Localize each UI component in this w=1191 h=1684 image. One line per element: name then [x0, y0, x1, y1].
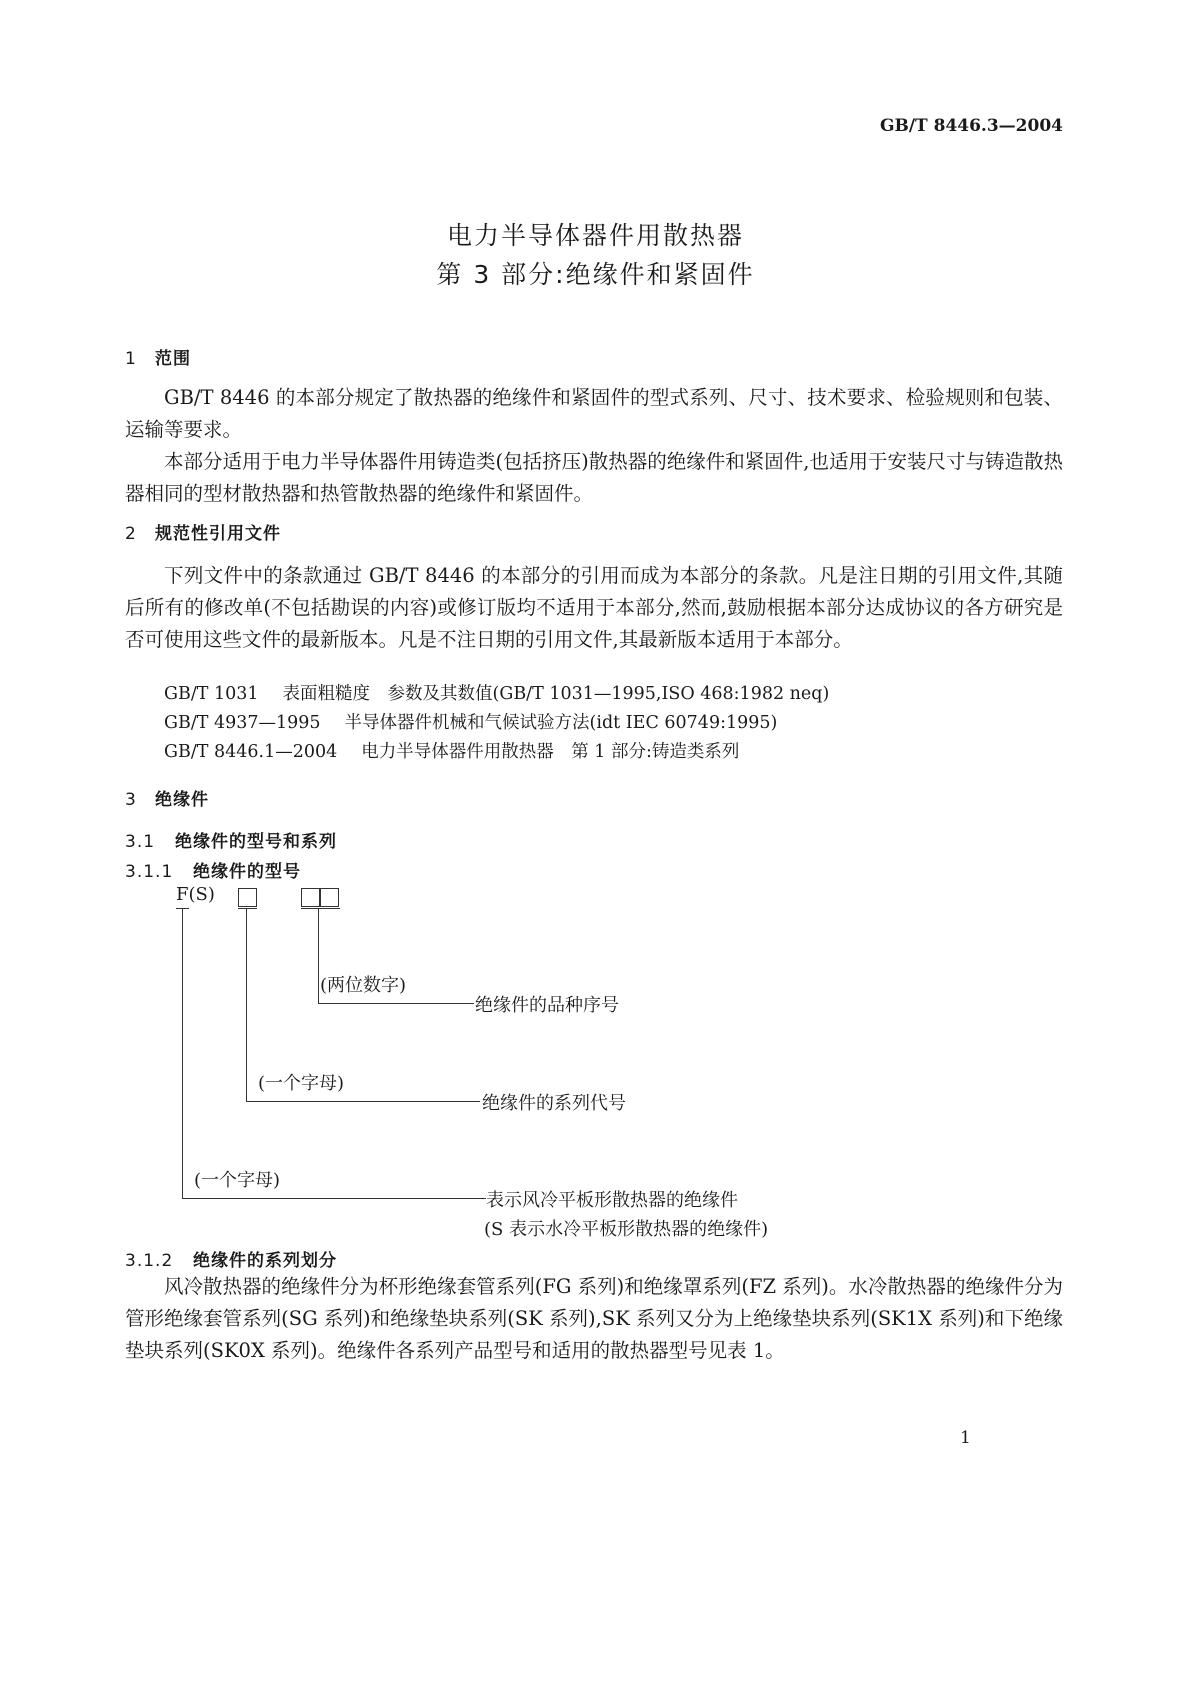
leader-line	[246, 1101, 480, 1102]
leader-line	[182, 908, 183, 1198]
letter-label: 绝缘件的系列代号	[482, 1093, 626, 1114]
section-title: 规范性引用文件	[155, 524, 281, 544]
section-number: 3.1.1	[125, 862, 174, 882]
reference-code: GB/T 4937—1995	[164, 713, 321, 733]
digits-note: (两位数字)	[320, 975, 407, 996]
reference-title: 半导体器件机械和气候试验方法(idt IEC 60749:1995)	[344, 713, 778, 733]
paragraph: GB/T 8446 的本部分规定了散热器的绝缘件和紧固件的型式系列、尺寸、技术要求、检验规则和包装、运输等要求。	[125, 386, 1063, 441]
leader-line	[182, 1198, 486, 1199]
underline	[238, 908, 257, 909]
reference-title: 电力半导体器件用散热器 第 1 部分:铸造类系列	[361, 742, 740, 762]
leader-line	[318, 908, 319, 1003]
section-number: 2	[125, 524, 137, 544]
leader-line	[246, 908, 247, 1101]
section-3-1-1-heading	[125, 857, 301, 882]
section-number: 3.1	[125, 832, 156, 852]
digit-placeholder-box	[301, 888, 320, 907]
page-number: 1	[960, 1428, 971, 1448]
section-2-heading	[125, 519, 281, 544]
normative-reference	[164, 680, 853, 705]
paragraph: 下列文件中的条款通过 GB/T 8446 的本部分的引用而成为本部分的条款。凡是注日期的引用文件,其随后所有的修改单(不包括勘误的内容)或修订版均不适用于本部分,然而,鼓励根据本部分达成协议的各方研究是否可使用这些文件的最新版本。凡是不注日期的引用文件,其最新版本适用于本部分。	[125, 564, 1063, 651]
section-3-1-heading	[125, 827, 337, 852]
section-title: 范围	[155, 349, 191, 369]
section-title: 绝缘件的型号	[193, 862, 301, 882]
prefix-label: 表示风冷平板形散热器的绝缘件	[486, 1190, 738, 1211]
letter-note: (一个字母)	[258, 1073, 345, 1094]
document-subtitle: 第 3 部分:绝缘件和紧固件	[436, 260, 755, 289]
document-title: 电力半导体器件用散热器	[446, 221, 744, 250]
paragraph: 本部分适用于电力半导体器件用铸造类(包括挤压)散热器的绝缘件和紧固件,也适用于安装尺寸与铸造散热器相同的型材散热器和热管散热器的绝缘件和紧固件。	[125, 450, 1063, 505]
paragraph: 风冷散热器的绝缘件分为杯形绝缘套管系列(FG 系列)和绝缘罩系列(FZ 系列)。水冷散热器的绝缘件分为管形绝缘套管系列(SG 系列)和绝缘垫块系列(SK 系列),SK 系列又分为上绝缘垫块系列(SK1X 系列)和下绝缘垫块系列(SK0X 系列)。绝缘件各系列产品型号和适用的散热器型号见表 1。	[125, 1275, 1063, 1362]
normative-reference	[164, 709, 801, 734]
section-3-1-2-heading	[125, 1246, 337, 1271]
section-title: 绝缘件	[155, 790, 209, 810]
digits-label: 绝缘件的品种序号	[475, 995, 619, 1016]
prefix-note: (一个字母)	[194, 1170, 281, 1191]
underline	[301, 908, 340, 909]
reference-code: GB/T 8446.1—2004	[164, 742, 338, 762]
reference-code: GB/T 1031	[164, 684, 259, 704]
normative-reference	[164, 738, 763, 763]
section-number: 1	[125, 349, 137, 369]
standard-number: GB/T 8446.3—2004	[879, 116, 1063, 136]
section-number: 3.1.2	[125, 1251, 174, 1271]
digit-placeholder-box	[320, 888, 339, 907]
reference-title: 表面粗糙度 参数及其数值(GB/T 1031—1995,ISO 468:1982 neq)	[282, 684, 830, 704]
section-title: 绝缘件的系列划分	[193, 1251, 337, 1271]
model-prefix: F(S)	[176, 884, 215, 905]
section-3-heading	[125, 785, 209, 810]
section-number: 3	[125, 790, 137, 810]
section-title: 绝缘件的型号和系列	[175, 832, 337, 852]
prefix-label-alt: (S 表示水冷平板形散热器的绝缘件)	[484, 1219, 769, 1240]
letter-placeholder-box	[238, 888, 257, 907]
section-1-heading	[125, 344, 191, 369]
leader-line	[318, 1003, 474, 1004]
